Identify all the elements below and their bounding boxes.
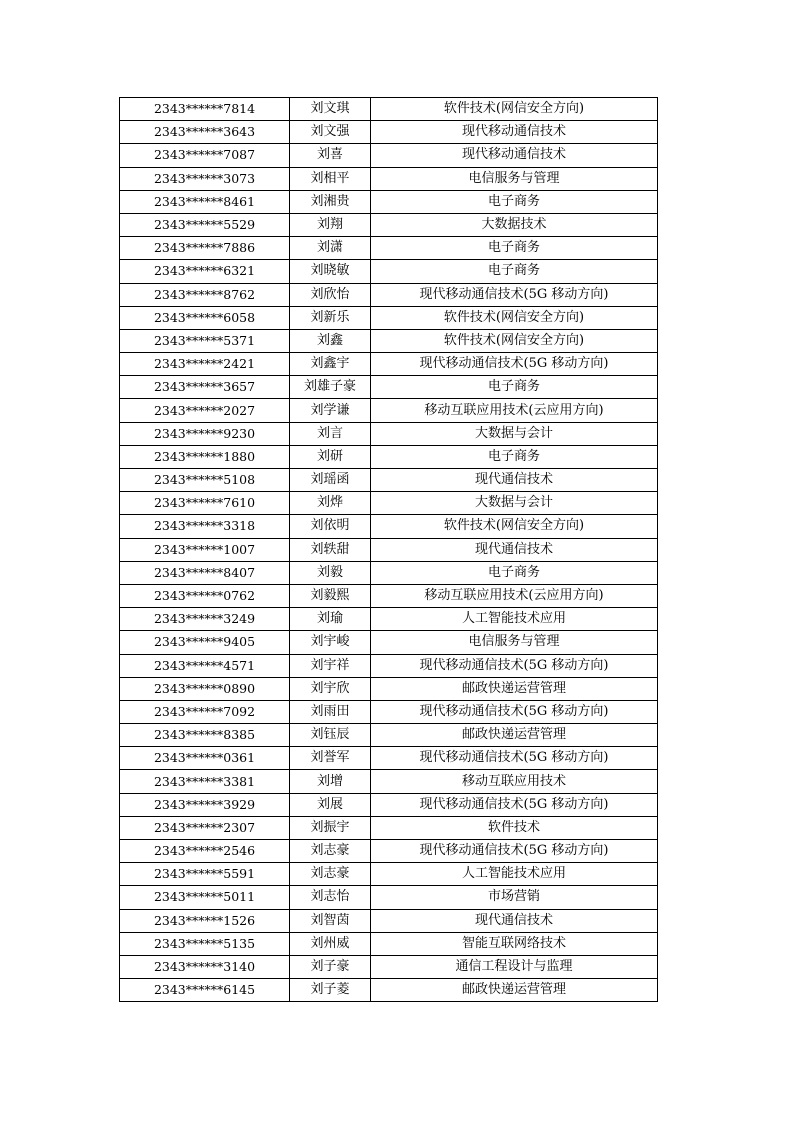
student-id-cell: 2343******3657 — [120, 376, 290, 399]
student-name-cell: 刘誉军 — [290, 747, 371, 770]
table-row — [120, 492, 658, 515]
student-major-cell: 移动互联应用技术(云应用方向) — [371, 399, 658, 422]
student-id-cell: 2343******0890 — [120, 677, 290, 700]
student-major-cell: 现代移动通信技术(5G 移动方向) — [371, 840, 658, 863]
student-id-cell: 2343******7814 — [120, 98, 290, 121]
student-name-cell: 刘研 — [290, 445, 371, 468]
student-id-cell: 2343******5591 — [120, 863, 290, 886]
student-name-cell: 刘宇祥 — [290, 654, 371, 677]
student-id-cell: 2343******3929 — [120, 793, 290, 816]
student-name-cell: 刘宇峻 — [290, 631, 371, 654]
table-row — [120, 770, 658, 793]
student-name-cell: 刘相平 — [290, 167, 371, 190]
student-name-cell: 刘志怡 — [290, 886, 371, 909]
table-row — [120, 654, 658, 677]
student-id-cell: 2343******2307 — [120, 816, 290, 839]
student-name-cell: 刘文强 — [290, 121, 371, 144]
table-row — [120, 469, 658, 492]
student-name-cell: 刘子菱 — [290, 979, 371, 1002]
student-id-cell: 2343******0361 — [120, 747, 290, 770]
table-row — [120, 121, 658, 144]
student-id-cell: 2343******0762 — [120, 584, 290, 607]
student-major-cell: 软件技术(网信安全方向) — [371, 306, 658, 329]
student-id-cell: 2343******8407 — [120, 561, 290, 584]
student-major-cell: 软件技术(网信安全方向) — [371, 515, 658, 538]
table-row — [120, 399, 658, 422]
student-roster-table — [119, 97, 658, 1002]
student-major-cell: 电信服务与管理 — [371, 631, 658, 654]
student-id-cell: 2343******9230 — [120, 422, 290, 445]
table-row — [120, 608, 658, 631]
table-row — [120, 584, 658, 607]
student-name-cell: 刘钰辰 — [290, 724, 371, 747]
student-id-cell: 2343******3073 — [120, 167, 290, 190]
student-id-cell: 2343******7092 — [120, 700, 290, 723]
student-major-cell: 人工智能技术应用 — [371, 608, 658, 631]
table-row — [120, 515, 658, 538]
student-name-cell: 刘志豪 — [290, 863, 371, 886]
table-row — [120, 283, 658, 306]
student-name-cell: 刘毅熙 — [290, 584, 371, 607]
student-major-cell: 电子商务 — [371, 237, 658, 260]
student-name-cell: 刘智茵 — [290, 909, 371, 932]
table-row — [120, 955, 658, 978]
student-id-cell: 2343******7087 — [120, 144, 290, 167]
table-row — [120, 677, 658, 700]
student-name-cell: 刘学谦 — [290, 399, 371, 422]
table-row — [120, 445, 658, 468]
student-major-cell: 现代通信技术 — [371, 469, 658, 492]
student-id-cell: 2343******7610 — [120, 492, 290, 515]
student-name-cell: 刘子豪 — [290, 955, 371, 978]
table-row — [120, 909, 658, 932]
student-name-cell: 刘毅 — [290, 561, 371, 584]
student-major-cell: 移动互联应用技术(云应用方向) — [371, 584, 658, 607]
student-name-cell: 刘展 — [290, 793, 371, 816]
student-name-cell: 刘文琪 — [290, 98, 371, 121]
student-name-cell: 刘增 — [290, 770, 371, 793]
student-major-cell: 电子商务 — [371, 561, 658, 584]
student-major-cell: 现代移动通信技术 — [371, 144, 658, 167]
student-major-cell: 通信工程设计与监理 — [371, 955, 658, 978]
student-name-cell: 刘烨 — [290, 492, 371, 515]
student-id-cell: 2343******1007 — [120, 538, 290, 561]
student-name-cell: 刘潇 — [290, 237, 371, 260]
table-row — [120, 863, 658, 886]
student-major-cell: 软件技术(网信安全方向) — [371, 329, 658, 352]
student-major-cell: 智能互联网络技术 — [371, 932, 658, 955]
table-row — [120, 631, 658, 654]
student-major-cell: 现代移动通信技术(5G 移动方向) — [371, 654, 658, 677]
student-id-cell: 2343******3318 — [120, 515, 290, 538]
student-major-cell: 大数据技术 — [371, 213, 658, 236]
student-major-cell: 电子商务 — [371, 445, 658, 468]
student-major-cell: 邮政快递运营管理 — [371, 979, 658, 1002]
student-id-cell: 2343******3140 — [120, 955, 290, 978]
student-major-cell: 邮政快递运营管理 — [371, 724, 658, 747]
student-major-cell: 电子商务 — [371, 190, 658, 213]
table-row — [120, 561, 658, 584]
student-name-cell: 刘宇欣 — [290, 677, 371, 700]
student-major-cell: 现代移动通信技术(5G 移动方向) — [371, 700, 658, 723]
table-row — [120, 167, 658, 190]
student-major-cell: 现代移动通信技术(5G 移动方向) — [371, 747, 658, 770]
table-row — [120, 979, 658, 1002]
student-id-cell: 2343******4571 — [120, 654, 290, 677]
student-major-cell: 邮政快递运营管理 — [371, 677, 658, 700]
student-major-cell: 人工智能技术应用 — [371, 863, 658, 886]
table-row — [120, 538, 658, 561]
student-major-cell: 现代移动通信技术(5G 移动方向) — [371, 793, 658, 816]
student-name-cell: 刘鑫 — [290, 329, 371, 352]
student-id-cell: 2343******3249 — [120, 608, 290, 631]
table-row — [120, 329, 658, 352]
student-name-cell: 刘晓敏 — [290, 260, 371, 283]
student-major-cell: 现代移动通信技术(5G 移动方向) — [371, 353, 658, 376]
student-major-cell: 市场营销 — [371, 886, 658, 909]
table-row — [120, 376, 658, 399]
student-id-cell: 2343******9405 — [120, 631, 290, 654]
student-name-cell: 刘瑶函 — [290, 469, 371, 492]
student-id-cell: 2343******2421 — [120, 353, 290, 376]
student-id-cell: 2343******3643 — [120, 121, 290, 144]
student-id-cell: 2343******2027 — [120, 399, 290, 422]
student-id-cell: 2343******2546 — [120, 840, 290, 863]
student-major-cell: 现代通信技术 — [371, 538, 658, 561]
table-row — [120, 213, 658, 236]
table-row — [120, 306, 658, 329]
student-name-cell: 刘言 — [290, 422, 371, 445]
table-row — [120, 98, 658, 121]
student-id-cell: 2343******5529 — [120, 213, 290, 236]
student-major-cell: 大数据与会计 — [371, 492, 658, 515]
student-name-cell: 刘志豪 — [290, 840, 371, 863]
table-row — [120, 932, 658, 955]
student-id-cell: 2343******6321 — [120, 260, 290, 283]
student-id-cell: 2343******6145 — [120, 979, 290, 1002]
student-name-cell: 刘鑫宇 — [290, 353, 371, 376]
student-major-cell: 电信服务与管理 — [371, 167, 658, 190]
student-name-cell: 刘欣怡 — [290, 283, 371, 306]
student-major-cell: 现代移动通信技术(5G 移动方向) — [371, 283, 658, 306]
student-name-cell: 刘州威 — [290, 932, 371, 955]
student-id-cell: 2343******6058 — [120, 306, 290, 329]
roster-body — [120, 98, 658, 1002]
student-id-cell: 2343******5011 — [120, 886, 290, 909]
student-name-cell: 刘振宇 — [290, 816, 371, 839]
table-row — [120, 422, 658, 445]
table-row — [120, 237, 658, 260]
student-major-cell: 电子商务 — [371, 376, 658, 399]
table-row — [120, 700, 658, 723]
table-row — [120, 260, 658, 283]
student-id-cell: 2343******8762 — [120, 283, 290, 306]
table-row — [120, 747, 658, 770]
table-row — [120, 144, 658, 167]
student-id-cell: 2343******3381 — [120, 770, 290, 793]
student-name-cell: 刘雄子豪 — [290, 376, 371, 399]
table-row — [120, 190, 658, 213]
student-major-cell: 软件技术(网信安全方向) — [371, 98, 658, 121]
student-name-cell: 刘雨田 — [290, 700, 371, 723]
table-row — [120, 840, 658, 863]
student-major-cell: 软件技术 — [371, 816, 658, 839]
student-major-cell: 电子商务 — [371, 260, 658, 283]
student-major-cell: 移动互联应用技术 — [371, 770, 658, 793]
student-major-cell: 大数据与会计 — [371, 422, 658, 445]
student-name-cell: 刘湘贵 — [290, 190, 371, 213]
student-id-cell: 2343******1526 — [120, 909, 290, 932]
student-major-cell: 现代移动通信技术 — [371, 121, 658, 144]
table-row — [120, 816, 658, 839]
student-name-cell: 刘新乐 — [290, 306, 371, 329]
student-name-cell: 刘瑜 — [290, 608, 371, 631]
student-id-cell: 2343******5135 — [120, 932, 290, 955]
student-id-cell: 2343******8461 — [120, 190, 290, 213]
student-id-cell: 2343******8385 — [120, 724, 290, 747]
table-row — [120, 793, 658, 816]
student-id-cell: 2343******1880 — [120, 445, 290, 468]
student-major-cell: 现代通信技术 — [371, 909, 658, 932]
student-name-cell: 刘轶甜 — [290, 538, 371, 561]
student-name-cell: 刘依明 — [290, 515, 371, 538]
table-row — [120, 724, 658, 747]
student-id-cell: 2343******5108 — [120, 469, 290, 492]
student-name-cell: 刘喜 — [290, 144, 371, 167]
table-row — [120, 886, 658, 909]
student-name-cell: 刘翔 — [290, 213, 371, 236]
table-row — [120, 353, 658, 376]
student-id-cell: 2343******5371 — [120, 329, 290, 352]
student-id-cell: 2343******7886 — [120, 237, 290, 260]
